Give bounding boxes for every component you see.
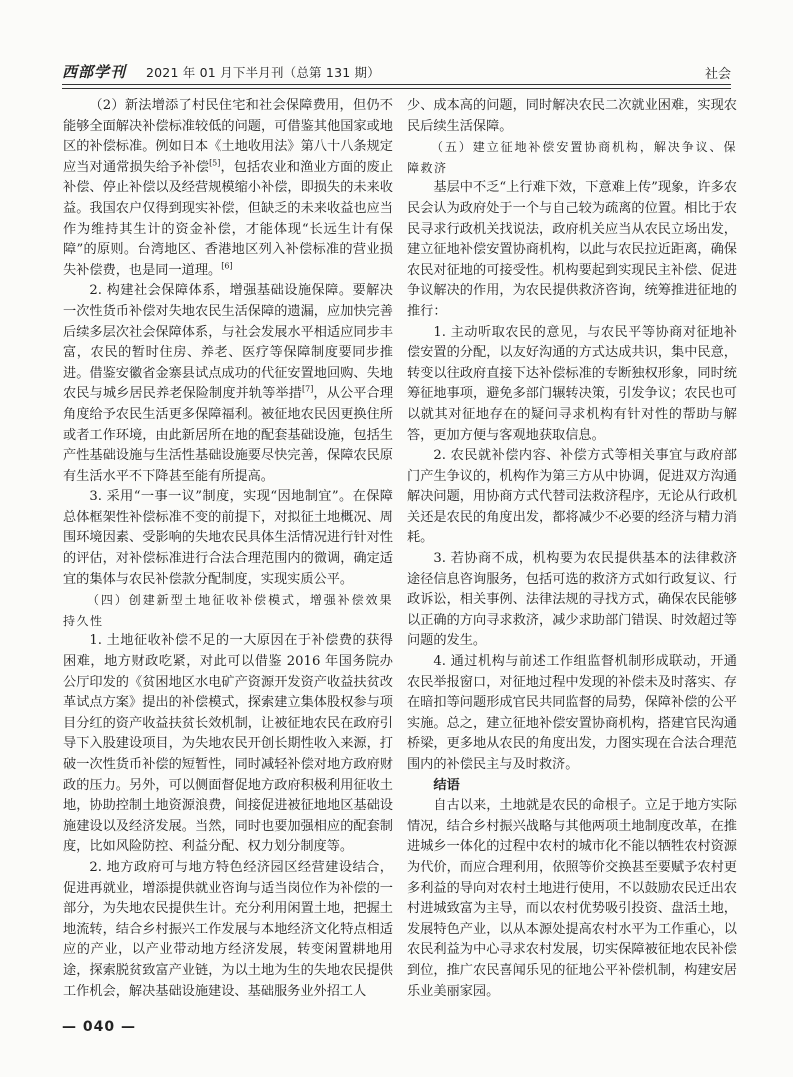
- paragraph: 2. 农民就补偿内容、补偿方式等相关事宜与政府部门产生争议的，机构作为第三方从中协调，促进双方沟通解决问题，用协商方式代替司法救济程序，无论从行政机关还是农民的角度出发，都将减少不必要的经济与精力消耗。: [407, 448, 737, 546]
- paragraph: 4. 通过机构与前述工作组监督机制形成联动，开通农民举报窗口，对征地过程中发现的补偿未及时落实、存在暗扣等问题形成官民共同监督的局势，保障补偿的公平实施。总之，建立征地补偿安置协商机构，搭建官民沟通桥梁，更多地从农民的角度出发，力图实现在合法合理范围内的补偿民主与及时救济。: [407, 654, 737, 772]
- issue-info: 2021 年 01 月下半月刊（总第 131 期）: [146, 65, 380, 80]
- subsection-heading: （四）创建新型土地征收补偿模式，增强补偿效果持久性: [63, 593, 393, 628]
- paragraph: 2. 构建社会保障体系，增强基础设施保障。要解决一次性货币补偿对失地农民生活保障的遗漏，应加快完善后续多层次社会保障体系，与社会发展水平相适应同步丰富，农民的暂时住房、养老、医疗等保障制度要同步推进。借鉴安徽省金寨县试点成功的代征安置地回购、失地农民与城乡居民养老保险制度并轨等举措[7]，从公平合理角度给予农民生活更多保障福利。被征地农民因更换住所或者工作环境，由此新居所在地的配套基础设施，包括生产性基础设施与生活性基础设施要尽快完善，保障农民原有生活水平不下降甚至能有所提高。: [63, 283, 394, 484]
- paragraph: 3. 采用“一事一议”制度，实现“因地制宜”。在保障总体框架性补偿标准不变的前提下，对拟征土地概况、周围环境因素、受影响的失地农民具体生活情况进行针对性的评估，对补偿标准进行合法合理范围内的微调，确定适宜的集体与农民补偿款分配制度，实现实质公平。: [63, 489, 393, 587]
- paragraph: （2）新法增添了村民住宅和社会保障费用，但仍不能够全面解决补偿标准较低的问题，可借鉴其他国家或地区的补偿标准。例如日本《土地收用法》第八十八条规定应当对通常损失给予补偿[5]，包括农业和渔业方面的废止补偿、停止补偿以及经营规模缩小补偿，即损失的未来收益。我国农户仅得到现实补偿，但缺乏的未来收益也应当作为维持其生计的资金补偿，才能体现“长远生计有保障”的原则。台湾地区、香港地区列入补偿标准的营业损失补偿费，也是同一道理。[6]: [63, 98, 394, 278]
- paragraph: 自古以来，土地就是农民的命根子。立足于地方实际情况，结合乡村振兴战略与其他两项土地制度改革，在推进城乡一体化的过程中农村的城市化不能以牺牲农村资源为代价，而应合理利用，依照等价交换甚至要赋予农村更多利益的导向对农村土地进行使用，不以鼓励农民迁出农村进城致富为主导，而以农村优势吸引投资、盘活土地，发展特色产业，以从本源处提高农村水平为工作重心，以农民利益为中心寻求农村发展，切实保障被征地农民补偿到位，推广农民喜闻乐见的征地公平补偿机制，构建安居乐业美丽家园。: [407, 798, 737, 999]
- subsection-heading: （五）建立征地补偿安置协商机构，解决争议、保障救济: [407, 140, 737, 175]
- paragraph: 3. 若协商不成，机构要为农民提供基本的法律救济途径信息咨询服务，包括可选的救济方式如行政复议、行政诉讼，相关事例、法律法规的寻找方式，确保农民能够以正确的方向寻求救济，减少求助部门错误、时效超过等问题的发生。: [407, 551, 737, 649]
- paragraph: 1. 主动听取农民的意见，与农民平等协商对征地补偿安置的分配，以友好沟通的方式达成共识，集中民意，转变以往政府直接下达补偿标准的专断独权形象，同时统筹征地事项，避免多部门辗转决策，引发争议；农民也可以就其对征地存在的疑问寻求机构有针对性的帮助与解答，更加方便与客观地获取信息。: [407, 324, 737, 443]
- paragraph-continued: 少、成本高的问题，同时解决农民二次就业困难，实现农民后续生活保障。: [407, 98, 737, 134]
- header-rule-thick: [62, 84, 731, 85]
- header-rule-thin: [62, 88, 731, 89]
- paragraph: 1. 土地征收补偿不足的一大原因在于补偿费的获得困难，地方财政吃紧，对此可以借鉴 2016 年国务院办公厅印发的《贫困地区水电矿产资源开发资产收益扶贫改革试点方案》提出的补偿模式，探索建立集体股权参与项目分红的资产收益扶贫长效机制，让被征地农民在政府引导下入股建设项目，为失地农民开创长期性收入来源，打破一次性货币补偿的短暂性，同时减轻补偿对地方政府财政的压力。另外，可以侧面督促地方政府积极利用征收土地，协助控制土地资源浪费，间接促进被征地地区基础设施建设以及经济发展。当然，同时也要加强相应的配套制度，比如风险防控、利益分配、权力划分制度等。: [63, 633, 393, 855]
- running-header: [62, 59, 731, 83]
- journal-logo: 西部学刊: [62, 63, 127, 81]
- paragraph: 基层中不乏“上行难下效，下意难上传”现象，许多农民会认为政府处于一个与自己较为疏离的位置。相比于农民寻求行政机关找说法，政府机关应当从农民立场出发，建立征地补偿安置协商机构，以此与农民拉近距离，确保农民对征地的可接受性。机构要起到实现民主补偿、促进争议解决的作用，为农民提供救济咨询，统筹推进征地的推行：: [407, 180, 737, 319]
- right-column: [407, 96, 737, 1002]
- citation-ref: [6]: [221, 261, 233, 271]
- conclusion-heading: 结语: [433, 777, 460, 793]
- paragraph: 2. 地方政府可与地方特色经济园区经营建设结合，促进再就业，增添提供就业咨询与适当岗位作为补偿的一部分，为失地农民提供生计。充分利用闲置土地，把握土地流转，结合乡村振兴工作发展与本地经济文化特点相适应的产业，以产业带动地方经济发展，转变闲置耕地用途，探索脱贫致富产业链，为以土地为生的失地农民提供工作机会，解决基础设施建设、基础服务业外招工人: [63, 859, 393, 999]
- section-name: 社会: [704, 67, 731, 82]
- page-number: — 040 —: [62, 1019, 136, 1035]
- left-column: [63, 96, 393, 1002]
- citation-ref: [5]: [209, 158, 221, 168]
- citation-ref: [7]: [302, 384, 314, 394]
